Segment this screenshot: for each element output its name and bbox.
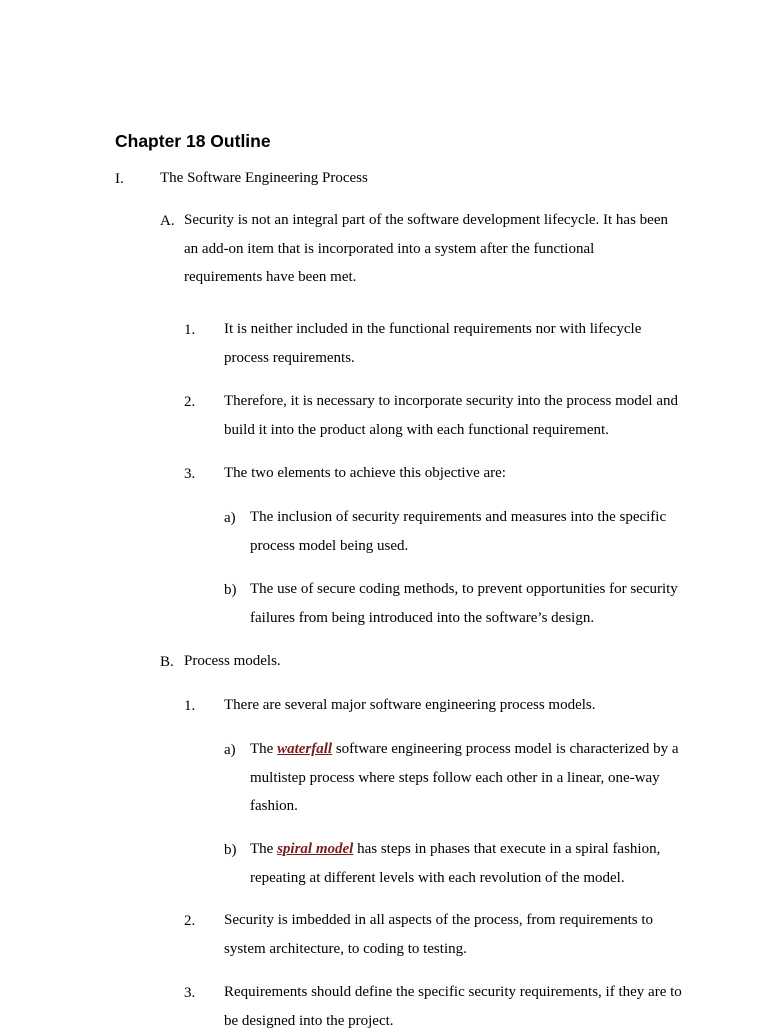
outline-item-A1: [224, 315, 641, 372]
outline-marker-B2: 2.: [184, 913, 195, 930]
text-line: build it into the product along with each functional requirement.: [224, 416, 678, 445]
text-line: Process models.: [184, 647, 281, 676]
outline-marker-A3: 3.: [184, 466, 195, 483]
text-line: be designed into the project.: [224, 1007, 682, 1035]
text-line: The inclusion of security requirements and measures into the specific: [250, 503, 666, 532]
outline-marker-B: B.: [160, 654, 174, 671]
outline-item-A3a: [250, 503, 666, 560]
outline-item-A3b: [250, 575, 678, 632]
section-heading: The Software Engineering Process: [160, 171, 368, 186]
outline-item-B: [184, 647, 281, 676]
text-line: It is neither included in the functional requirements nor with lifecycle: [224, 315, 641, 344]
outline-item-B1: [224, 691, 596, 720]
text-line: [250, 835, 660, 864]
outline-marker-B1: 1.: [184, 698, 195, 715]
text-prefix: The: [250, 741, 277, 757]
text-line: multistep process where steps follow each other in a linear, one-way: [250, 764, 679, 793]
outline-item-B2: [224, 906, 653, 963]
outline-marker-A3a: a): [224, 510, 236, 527]
text-line: process model being used.: [250, 532, 666, 561]
text-prefix: The: [250, 841, 277, 857]
text-rest: software engineering process model is characterized by a: [332, 741, 679, 757]
outline-item-B1b: [250, 835, 660, 892]
outline-item-B1a: [250, 735, 679, 821]
outline-item-A: [184, 206, 668, 292]
outline-marker-I: I.: [115, 171, 124, 188]
key-term-waterfall: waterfall: [277, 741, 332, 757]
outline-marker-A1: 1.: [184, 322, 195, 339]
outline-item-B3: [224, 978, 682, 1035]
text-line: requirements have been met.: [184, 263, 668, 292]
outline-item-A3: [224, 459, 506, 488]
text-rest: has steps in phases that execute in a spiral fashion,: [353, 841, 660, 857]
text-line: fashion.: [250, 792, 679, 821]
text-line: Therefore, it is necessary to incorporate security into the process model and: [224, 387, 678, 416]
outline-marker-A: A.: [160, 213, 175, 230]
text-line: Security is imbedded in all aspects of the process, from requirements to: [224, 906, 653, 935]
text-line: failures from being introduced into the software’s design.: [250, 604, 678, 633]
text-line: process requirements.: [224, 344, 641, 373]
text-line: Requirements should define the specific security requirements, if they are to: [224, 978, 682, 1007]
text-line: The two elements to achieve this objective are:: [224, 459, 506, 488]
text-line: There are several major software engineering process models.: [224, 691, 596, 720]
outline-item-A2: [224, 387, 678, 444]
text-line: system architecture, to coding to testing.: [224, 935, 653, 964]
page-title: Chapter 18 Outline: [115, 131, 271, 152]
outline-marker-B1b: b): [224, 842, 237, 859]
outline-marker-B3: 3.: [184, 985, 195, 1002]
key-term-spiral-model: spiral model: [277, 841, 353, 857]
outline-marker-A3b: b): [224, 582, 237, 599]
text-line: [250, 735, 679, 764]
outline-marker-A2: 2.: [184, 394, 195, 411]
text-line: The use of secure coding methods, to prevent opportunities for security: [250, 575, 678, 604]
text-line: an add-on item that is incorporated into a system after the functional: [184, 235, 668, 264]
text-line: Security is not an integral part of the software development lifecycle. It has been: [184, 206, 668, 235]
text-line: repeating at different levels with each revolution of the model.: [250, 864, 660, 893]
outline-marker-B1a: a): [224, 742, 236, 759]
